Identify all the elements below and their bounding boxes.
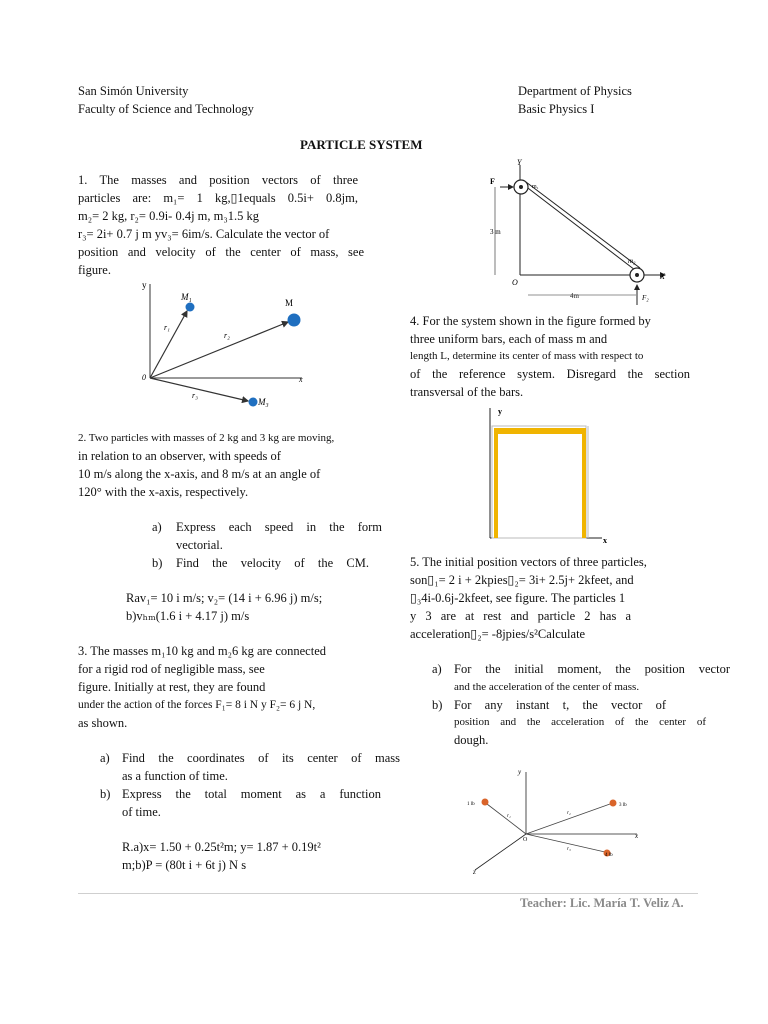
figure-4-bars [482, 402, 612, 547]
course-name: Basic Physics I [518, 102, 595, 116]
figure-5-particles [455, 762, 655, 877]
problem-5-line: acceleration▯₂= -8jpies/s²Calculate [410, 627, 586, 641]
vector-r2 [526, 804, 610, 834]
mass-m3-dot [249, 398, 258, 407]
vector-r1 [487, 804, 526, 834]
list-marker-b: b) [432, 698, 443, 712]
vector-r2 [150, 322, 288, 378]
faculty-name: Faculty of Science and Technology [78, 102, 254, 116]
r2-label: r₂ [567, 811, 571, 816]
particle-3-label: 4 lb [605, 853, 613, 858]
problem-3-answer: m;b)P = (80t i + 6t j) N s [122, 858, 247, 872]
width-label: 4m [570, 292, 579, 300]
problem-5-line: son▯₁= 2 i + 2kpies▯₂= 3i+ 2.5j+ 2kfeet, and [410, 573, 634, 587]
m1-label: M₁ [181, 292, 192, 302]
problem-5-item-b: For any instant t, the vector of [454, 698, 666, 712]
y-axis-label: y [498, 407, 502, 416]
origin-label: O [523, 837, 528, 843]
problem-3-item-b: Express the total moment as a function [122, 787, 381, 801]
y-axis-label: y [142, 280, 147, 290]
rod-edge [526, 182, 640, 268]
footer-teacher: Teacher: Lic. María T. Veliz A. [520, 896, 684, 910]
height-label: 3 m [490, 228, 501, 236]
x-axis-label: x [603, 536, 607, 545]
list-marker-a: a) [432, 662, 442, 676]
department-name: Department of Physics [518, 84, 632, 98]
problem-5-item-a: For the initial moment, the position vector [454, 662, 730, 676]
problem-3-answer: R.a)x= 1.50 + 0.25t²m; y= 1.87 + 0.19t² [122, 840, 321, 854]
list-marker-b: b) [152, 556, 163, 570]
figure-1-vectors [136, 278, 316, 410]
problem-1-line: m₂= 2 kg, r₂= 0.9i- 0.4j m, m₃1.5 kg [78, 209, 259, 223]
university-name: San Simón University [78, 84, 189, 98]
footer-divider [78, 893, 698, 894]
problem-3-item-a: Find the coordinates of its center of mass [122, 751, 400, 765]
problem-4-line: 4. For the system shown in the figure formed by [410, 314, 651, 328]
page-title: PARTICLE SYSTEM [300, 137, 423, 152]
list-marker-a: a) [100, 751, 110, 765]
mass-m1-dot [186, 303, 195, 312]
problem-3-line: 3. The masses m₁10 kg and m₂6 kg are connected [78, 644, 327, 658]
problem-3-line: as shown. [78, 716, 128, 730]
problem-3-item-b: of time. [122, 805, 161, 819]
m-label: M [285, 298, 294, 308]
r3-label: r₃ [567, 847, 571, 852]
problem-2-item-a: Express each speed in the form [176, 520, 382, 534]
problem-5-line: ▯₃4i-0.6j-2kfeet, see figure. The particles 1 [410, 591, 626, 605]
problem-2-item-a: vectorial. [176, 538, 223, 552]
problem-3-line: figure. Initially at rest, they are found [78, 680, 266, 694]
z-axis [475, 834, 526, 870]
problem-2-item-b: Find the velocity of the CM. [176, 556, 369, 570]
problem-5-item-b: dough. [454, 733, 489, 747]
problem-2-line: 120° with the x-axis, respectively. [78, 485, 249, 499]
mass-m2-center [635, 273, 639, 277]
problem-2-line: in relation to an observer, with speeds of [78, 449, 281, 463]
problem-5-line: 5. The initial position vectors of three particles, [410, 555, 647, 569]
problem-2-line: 10 m/s along the x-axis, and 8 m/s at an angle of [78, 467, 321, 481]
problem-5-item-b: position and the acceleration of the center of [454, 716, 706, 728]
particle-2-dot [610, 800, 617, 807]
y-axis-label: Y [517, 158, 522, 167]
problem-5-line: y 3 are at rest and particle 2 has a [410, 609, 631, 623]
origin-label: 0 [142, 373, 146, 382]
problem-4-line: three uniform bars, each of mass m and [410, 332, 608, 346]
mass-m-dot [288, 314, 301, 327]
vector-r3 [526, 834, 605, 852]
m1-label: m₁ [532, 184, 539, 190]
m2-label: m₂ [628, 257, 636, 265]
problem-4-line: length L, determine its center of mass with respect to [410, 350, 644, 362]
problem-4-line: of the reference system. Disregard the section [410, 367, 690, 381]
top-bar [494, 428, 586, 434]
r1-label: r₁ [164, 323, 170, 332]
x-axis-label: X [660, 272, 665, 281]
problem-3-line: for a rigid rod of negligible mass, see [78, 662, 265, 676]
bar-outline [492, 426, 586, 538]
x-axis-label: x [299, 375, 303, 384]
y-axis-label: y [518, 768, 522, 776]
particle-2-label: 3 lb [619, 803, 627, 808]
problem-2-answer: Rav₁= 10 i m/s; v₂= (14 i + 6.96 j) m/s; [126, 591, 323, 605]
problem-2-line: 2. Two particles with masses of 2 kg and 3 kg are moving, [78, 432, 335, 444]
particle-1-dot [482, 799, 489, 806]
list-marker-b: b) [100, 787, 111, 801]
r1-label: r₁ [507, 814, 511, 819]
rod-edge [520, 182, 635, 270]
problem-5-item-a: and the acceleration of the center of mass. [454, 681, 640, 693]
problem-3-item-a: as a function of time. [122, 769, 228, 783]
vector-r3 [150, 378, 248, 401]
mass-m1-center [519, 185, 523, 189]
z-axis-label: z [473, 868, 476, 876]
force-f1-label: F [490, 177, 495, 186]
problem-1-line: 1. The masses and position vectors of three [78, 173, 358, 187]
vector-r1 [150, 311, 187, 378]
problem-1-line: position and velocity of the center of mass, see [78, 245, 364, 259]
right-bar [582, 428, 586, 538]
problem-2-answer: b)vₕₘ(1.6 i + 4.17 j) m/s [126, 609, 250, 623]
r3-label: r₃ [192, 391, 198, 400]
figure-3-rod [480, 155, 690, 310]
problem-3-line: under the action of the forces F₁= 8 i N y F₂= 6 j N, [78, 699, 316, 711]
force-f2-label: F₂ [642, 294, 649, 302]
left-bar [494, 428, 498, 538]
problem-1-line: figure. [78, 263, 111, 277]
m3-label: M₃ [258, 397, 269, 407]
problem-1-line: r₃= 2i+ 0.7 j m yv₃= 6im/s. Calculate the vector of [78, 227, 330, 241]
r2-label: r₂ [224, 331, 230, 340]
particle-1-label: 1 lb [467, 802, 475, 807]
x-axis-label: x [635, 832, 639, 840]
list-marker-a: a) [152, 520, 162, 534]
problem-1-line: particles are: m₁= 1 kg,▯1equals 0.5i+ 0.8jm, [78, 191, 358, 205]
origin-label: O [512, 278, 518, 287]
problem-4-line: transversal of the bars. [410, 385, 524, 399]
